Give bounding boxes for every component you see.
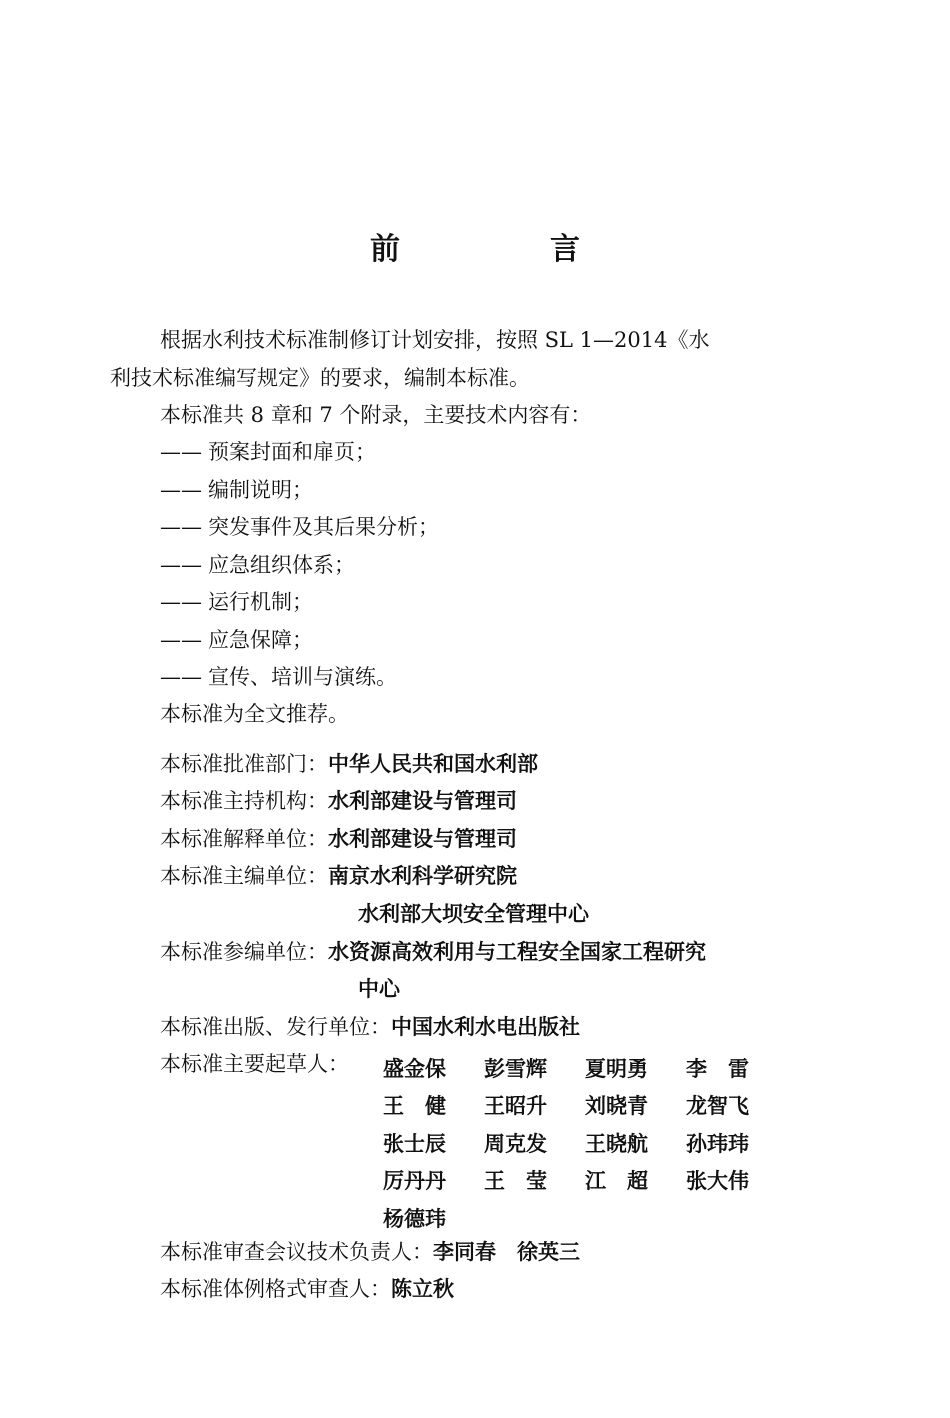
content-item — [160, 588, 313, 616]
info-label: 本标准参编单位： — [160, 940, 328, 964]
content-item — [160, 513, 439, 541]
drafter-name: 刘晓青 — [585, 1094, 648, 1119]
drafter-row — [383, 1199, 787, 1237]
info-label: 本标准主持机构： — [160, 789, 328, 813]
drafter-name: 张士辰 — [383, 1131, 446, 1156]
participating-unit-cont: 中心 — [358, 977, 400, 1001]
drafter-row — [383, 1162, 787, 1200]
info-value: 南京水利科学研究院 — [328, 864, 517, 888]
drafter-name: 江 超 — [585, 1169, 648, 1194]
drafter-name: 厉丹丹 — [383, 1169, 446, 1194]
info-value: 中华人民共和国水利部 — [328, 752, 538, 776]
item-dash: —— — [160, 440, 202, 464]
approval-department — [160, 750, 538, 778]
item-dash: —— — [160, 665, 202, 689]
content-item — [160, 626, 313, 654]
drafter-name: 王昭升 — [484, 1094, 547, 1119]
item-text: 宣传、培训与演练。 — [208, 665, 397, 689]
info-value: 中国水利水电出版社 — [391, 1015, 580, 1039]
item-text: 突发事件及其后果分析； — [208, 515, 439, 539]
chief-editor-unit — [160, 862, 517, 890]
item-text: 应急组织体系； — [208, 553, 355, 577]
info-label: 本标准主编单位： — [160, 864, 328, 888]
drafter-name: 杨德玮 — [383, 1206, 446, 1231]
format-reviewer — [160, 1275, 454, 1303]
page-title: 前 言 — [370, 232, 640, 267]
info-value: 陈立秋 — [391, 1277, 454, 1301]
info-value: 水资源高效利用与工程安全国家工程研究 — [328, 940, 706, 964]
drafter-name: 孙玮玮 — [686, 1131, 749, 1156]
drafters-label: 本标准主要起草人： — [160, 1052, 349, 1076]
info-value: 李同春 徐英三 — [433, 1240, 580, 1264]
content-item — [160, 476, 313, 504]
drafter-name: 盛金保 — [383, 1056, 446, 1081]
recommendation-statement: 本标准为全文推荐。 — [160, 702, 349, 726]
contents-intro: 本标准共 8 章和 7 个附录，主要技术内容有： — [160, 403, 592, 427]
item-dash: —— — [160, 515, 202, 539]
drafter-name: 夏明勇 — [585, 1056, 648, 1081]
participating-unit — [160, 938, 706, 966]
info-value: 水利部建设与管理司 — [328, 789, 517, 813]
drafters-list — [383, 1049, 787, 1237]
intro-paragraph-line-2: 利技术标准编写规定》的要求，编制本标准。 — [110, 366, 530, 390]
content-item — [160, 438, 376, 466]
item-dash: —— — [160, 478, 202, 502]
host-organization — [160, 787, 517, 815]
info-label: 本标准出版、发行单位： — [160, 1015, 391, 1039]
info-label: 本标准审查会议技术负责人： — [160, 1240, 433, 1264]
item-dash: —— — [160, 553, 202, 577]
item-text: 预案封面和扉页； — [208, 440, 376, 464]
review-technical-lead — [160, 1238, 580, 1266]
drafter-name: 周克发 — [484, 1131, 547, 1156]
chief-editor-unit-2: 水利部大坝安全管理中心 — [358, 902, 589, 926]
drafter-row — [383, 1124, 787, 1162]
drafter-row — [383, 1087, 787, 1125]
interpretation-unit — [160, 825, 517, 853]
publisher-unit — [160, 1013, 580, 1041]
info-label: 本标准体例格式审查人： — [160, 1277, 391, 1301]
drafter-name: 龙智飞 — [686, 1094, 749, 1119]
info-value: 水利部建设与管理司 — [328, 827, 517, 851]
content-item — [160, 663, 397, 691]
drafter-name: 张大伟 — [686, 1169, 749, 1194]
item-text: 编制说明； — [208, 478, 313, 502]
drafter-name: 王 莹 — [484, 1169, 547, 1194]
drafter-name: 李 雷 — [686, 1056, 749, 1081]
intro-paragraph-line-1: 根据水利技术标准制修订计划安排，按照 SL 1—2014《水 — [160, 328, 710, 352]
drafter-name: 王 健 — [383, 1094, 446, 1119]
item-text: 运行机制； — [208, 590, 313, 614]
item-dash: —— — [160, 628, 202, 652]
item-text: 应急保障； — [208, 628, 313, 652]
drafter-name: 王晓航 — [585, 1131, 648, 1156]
item-dash: —— — [160, 590, 202, 614]
content-item — [160, 551, 355, 579]
info-label: 本标准解释单位： — [160, 827, 328, 851]
drafter-name: 彭雪辉 — [484, 1056, 547, 1081]
drafter-row — [383, 1049, 787, 1087]
info-label: 本标准批准部门： — [160, 752, 328, 776]
